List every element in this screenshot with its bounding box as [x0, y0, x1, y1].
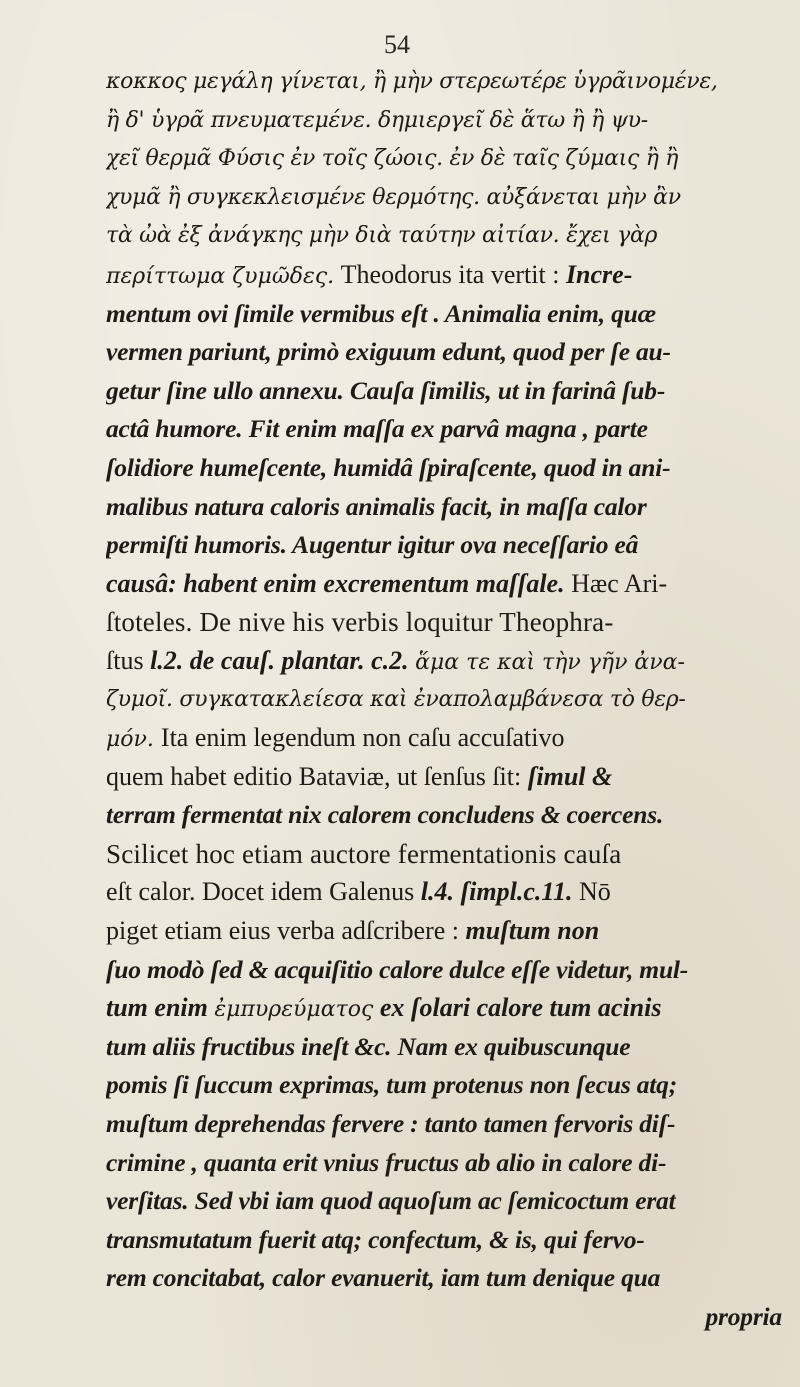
text-segment: ἅμα τε καὶ τὴν γῆν ἀνα-: [415, 649, 685, 675]
text-line: actâ humore. Fit enim maſſa ex parvâ magna , parte: [106, 414, 648, 444]
text-line: tum aliis fructibus ineſt &c. Nam ex quibuscunque: [106, 1031, 631, 1061]
text-line: [106, 873, 796, 912]
body-text: [106, 63, 796, 1337]
text-line: verſitas. Sed vbi iam quod aquoſum ac ſemicoctum erat: [106, 1186, 676, 1216]
text-line: [106, 719, 796, 758]
text-line: [106, 758, 796, 797]
text-segment: tum enim: [106, 993, 215, 1023]
page-number: 54: [384, 30, 410, 59]
text-line: τὰ ὠὰ ἐξ ἀνάγκης μὴν διὰ ταύτην αἰτίαν. ἔχει γὰρ: [106, 223, 658, 249]
text-line: crimine , quanta erit vnius fructus ab alio in calore di-: [106, 1147, 667, 1177]
text-line: terram fermentat nix calorem concludens & coercens.: [106, 800, 664, 830]
text-line: ſtoteles. De nive his verbis loquitur Theophra-: [106, 607, 614, 638]
text-line: malibus natura caloris animalis facit, in maſſa calor: [106, 491, 647, 521]
text-segment: ſtus: [106, 645, 151, 675]
text-line: [106, 642, 796, 681]
text-line: permiſti humoris. Augentur igitur ova neceſſario eâ: [106, 530, 639, 560]
text-segment: ex ſolari calore tum acinis: [373, 993, 662, 1023]
text-line: mentum ovi ſimile vermibus eſt . Animalia enim, quæ: [106, 298, 656, 328]
text-segment: causâ: habent enim excrementum maſſale.: [106, 568, 565, 598]
text-segment: μόν.: [106, 727, 161, 753]
text-segment: ſimul &: [527, 761, 613, 791]
text-line: [106, 912, 796, 951]
text-line: rem concitabat, calor evanuerit, iam tum denique qua: [106, 1263, 661, 1293]
text-line: [106, 256, 796, 295]
text-segment: piget etiam eius verba adſcribere :: [106, 916, 466, 946]
text-line: ζυμοῖ. συγκατακλείεσα καὶ ἐναπολαμβάνεσα τὸ θερ-: [106, 686, 686, 712]
text-line: [106, 989, 796, 1028]
text-line: χυμᾶ ἢ συγκεκλεισμένε θερμότης. αὐξάνεται μὴν ἂν: [106, 184, 681, 210]
text-line: pomis ſi ſuccum exprimas, tum protenus non ſecus atq;: [106, 1070, 677, 1100]
text-segment: muſtum non: [465, 916, 600, 946]
text-segment: Ita enim legendum non caſu accuſativo: [160, 723, 565, 753]
text-line: muſtum deprehendas fervere : tanto tamen fervoris diſ-: [106, 1109, 676, 1139]
text-segment: l.4. ſimpl.c.11.: [420, 877, 573, 907]
text-segment: ἐμπυρεύματος: [214, 997, 374, 1023]
text-line: [106, 565, 796, 604]
text-segment: eſt calor. Docet idem Galenus: [106, 877, 421, 907]
text-segment: Theodorus ita vertit :: [334, 259, 566, 289]
text-segment: l.2. de cauſ. plantar. c.2.: [150, 645, 416, 675]
text-segment: quem habet editio Bataviæ, ut ſenſus ſit:: [106, 761, 528, 791]
text-segment: Incre-: [565, 259, 633, 289]
text-line: vermen pariunt, primò exiguum edunt, quod per ſe au-: [106, 337, 671, 367]
text-line: getur ſine ullo annexu. Cauſa ſimilis, ut in farinâ ſub-: [106, 375, 666, 405]
text-line: ἢ δ' ὑγρᾶ πνευματεμένε. δημιεργεῖ δὲ ἅτω ἢ ἢ ψυ-: [106, 107, 648, 133]
text-line: propria: [705, 1302, 782, 1331]
text-segment: Hæc Ari-: [564, 568, 668, 598]
text-segment: Nō: [572, 877, 611, 907]
text-line: ſuo modò ſed & acquiſitio calore dulce eſſe videtur, mul-: [106, 954, 689, 984]
text-line: κοκκος μεγάλη γίνεται, ἢ μὴν στερεωτέρε ὑγρᾶινομένε,: [106, 69, 718, 94]
text-line: ſolidiore humeſcente, humidâ ſpiraſcente, quod in ani-: [106, 452, 671, 482]
text-line: Scilicet hoc etiam auctore fermentationis cauſa: [106, 838, 622, 869]
text-line: transmutatum fuerit atq; confectum, & is, qui fervo-: [106, 1224, 645, 1254]
text-line: χεῖ θερμᾶ Φύσις ἐν τοῖς ζώοις. ἐν δὲ ταῖς ζύμαις ἢ ἢ: [106, 146, 679, 172]
text-segment: περίττωμα ζυμῶδες.: [106, 263, 335, 289]
